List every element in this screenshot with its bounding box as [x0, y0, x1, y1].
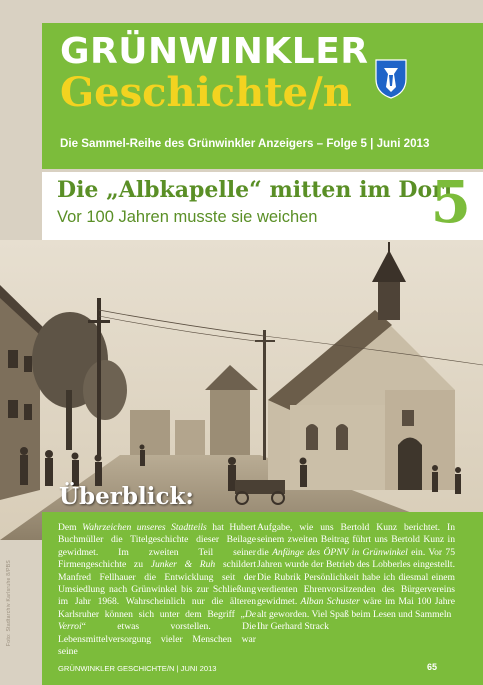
- photo-credit: Foto: Stadtarchiv Karlsruhe 8/PBS: [6, 560, 12, 647]
- emphasis-text: Anfänge des ÖPNV in Grünwinkel: [272, 546, 408, 558]
- masthead: [42, 23, 483, 169]
- issue-number: 5: [430, 168, 471, 236]
- body-text: hat Hubert Buchmüller die Titelgeschichte dieser Beilage gewidmet. Im zweiten Teil seiner Firmengeschichte zu: [58, 522, 256, 571]
- masthead-title-line2: Geschichte/n: [60, 69, 352, 116]
- overview-column-2: [257, 522, 455, 634]
- feature-headline: Die „Albkapelle“ mitten im Dorf: [57, 177, 454, 203]
- body-text: schildert Manfred Fellhauer die Entwicklung seit der Umsiedlung nach Grünwinkel bis zur Schließung im Jahr 1968. Wahrscheinlich nur die älteren Karlsruher können sich unter dem Begriff „: [58, 559, 256, 620]
- feature-subhead: Vor 100 Jahren musste sie weichen: [57, 208, 318, 226]
- headline-box: [42, 168, 483, 240]
- footer-label: GRÜNWINKLER GESCHICHTE/N | JUNI 2013: [58, 664, 217, 673]
- emphasis-text: De Verroi: [58, 608, 256, 633]
- page-number: 65: [426, 662, 437, 672]
- overview-text-2: [257, 522, 455, 634]
- emphasis-text: Wahrzeichen unseres Stadtteils: [82, 522, 207, 533]
- body-text: Ihr Gerhard Strack: [257, 621, 329, 633]
- emphasis-text: Alban Schuster: [300, 596, 360, 608]
- body-text: ein. Vor 75 Jahren wurde der Betrieb des Lobberles eingestellt. Die Rubrik Persönlichkeit habe ich diesmal einem verdienten Ehrenvorsitzenden des Bürgervereins gewidmet.: [257, 546, 455, 608]
- overview-title: Überblick:: [59, 483, 194, 510]
- body-text: Aufgabe, wie uns Bertold Kunz berichtet. In seinem zweiten Beitrag führt uns Bertold Kunz in die: [257, 522, 455, 558]
- body-text: “ etwas vorstellen. Die Lebensmittelversorgung vieler Menschen war seine: [58, 621, 256, 658]
- body-text: Dem: [58, 522, 83, 533]
- coat-of-arms-icon: [375, 59, 407, 99]
- emphasis-text: Junker & Ruh: [150, 559, 216, 571]
- series-line: Die Sammel-Reihe des Grünwinkler Anzeigers – Folge 5 | Juni 2013: [60, 137, 430, 150]
- body-text: wäre im Mai 100 Jahre alt geworden. Viel Spaß beim Lesen und Sammeln: [257, 596, 455, 620]
- masthead-title-line1: GRÜNWINKLER: [60, 31, 369, 72]
- page-footer: [42, 660, 483, 685]
- overview-text-1: [58, 522, 256, 658]
- overview-column-1: [58, 522, 256, 658]
